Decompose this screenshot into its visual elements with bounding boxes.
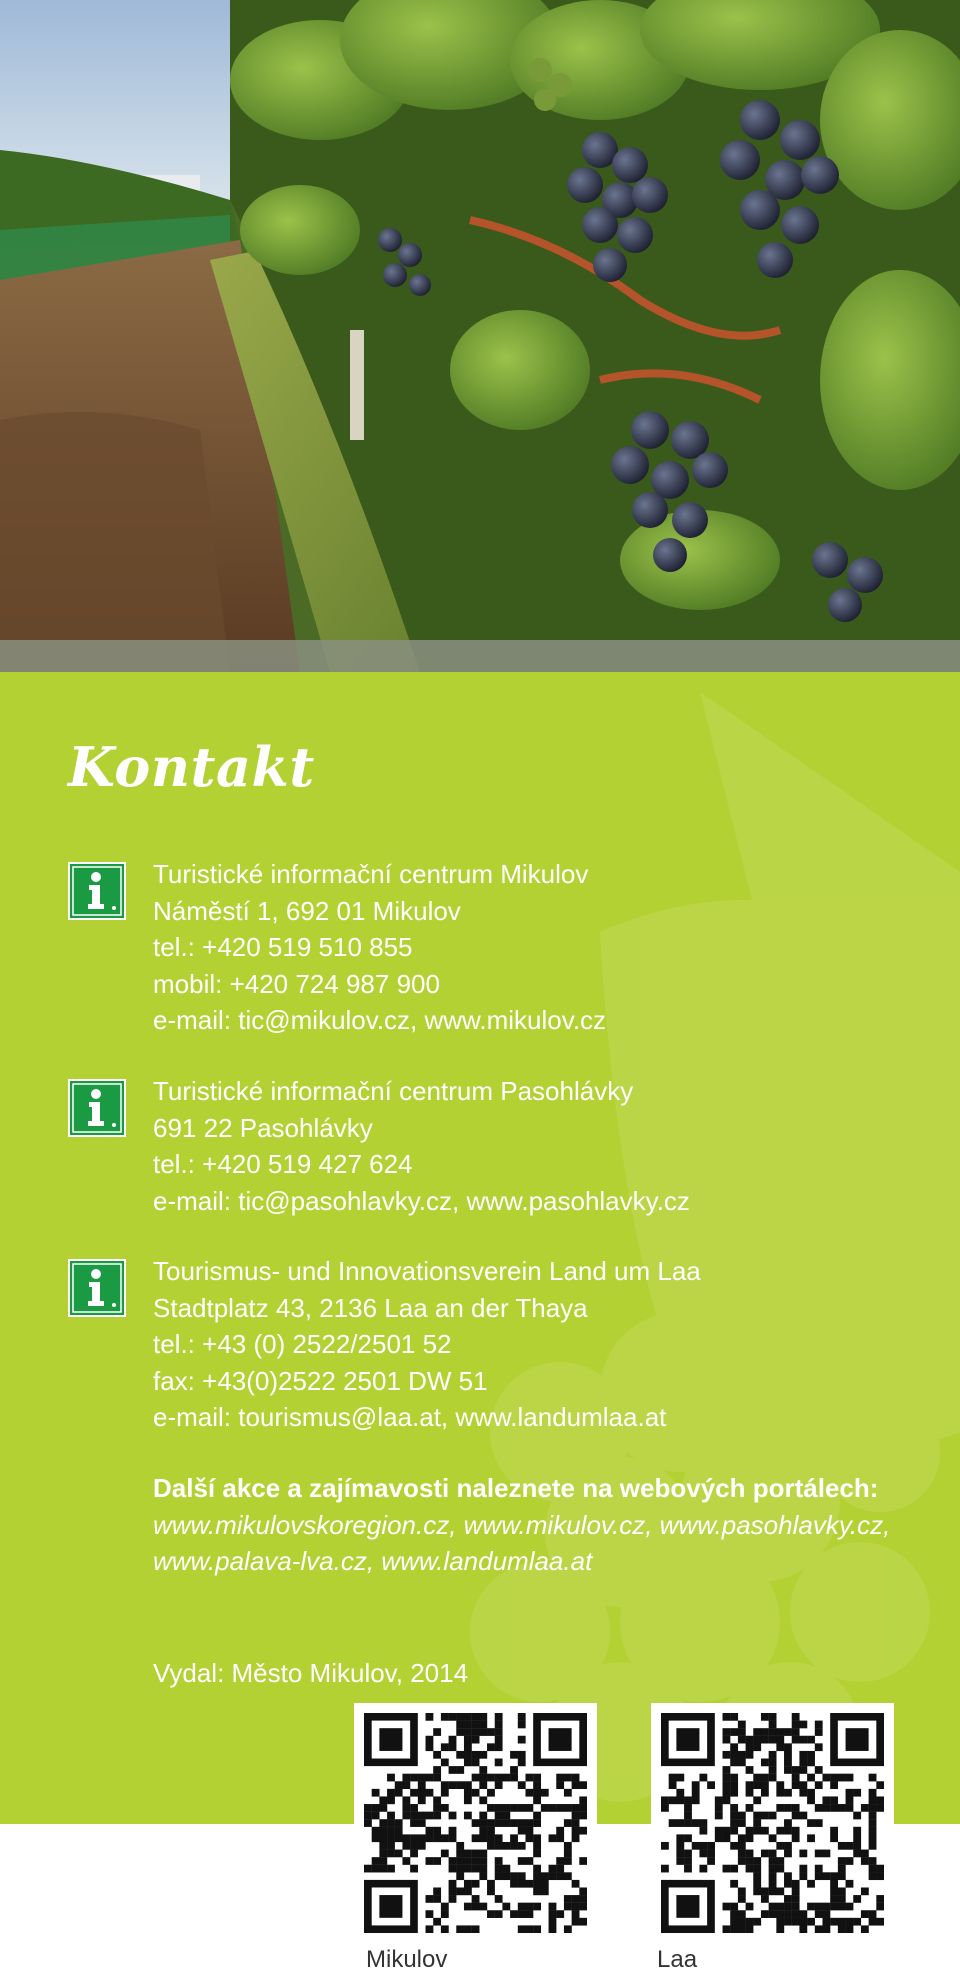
contact-email-web: e-mail: tourismus@laa.at, www.landumlaa.at [153, 1402, 667, 1433]
qr-label-laa: Laa [657, 1946, 698, 1973]
contact-phone: tel.: +420 519 427 624 [153, 1149, 413, 1180]
portals-links: www.mikulovskoregion.cz, www.mikulov.cz, www.pasohlavky.cz, www.palava-lva.cz, www.landumlaa.at [153, 1509, 891, 1577]
vineyard-image [0, 0, 960, 672]
qr-code-mikulov [354, 1703, 597, 1943]
portals-paragraph [153, 1470, 953, 1580]
info-icon [68, 1259, 126, 1317]
contact-address: Stadtplatz 43, 2136 Laa an der Thaya [153, 1292, 588, 1323]
contact-email-web: e-mail: tic@mikulov.cz, www.mikulov.cz [153, 1005, 607, 1036]
qr-label-mikulov: Mikulov [366, 1946, 448, 1973]
info-icon [68, 1079, 126, 1137]
contact-mobile: mobil: +420 724 987 900 [153, 968, 440, 999]
contact-name: Turistické informační centrum Pasohlávky [153, 1076, 634, 1106]
info-icon [68, 862, 126, 920]
contact-address: 691 22 Pasohlávky [153, 1112, 373, 1143]
contact-lines [153, 1253, 953, 1436]
qr-code-image [661, 1713, 884, 1933]
decorative-grape-background [0, 672, 960, 1824]
vineyard-photo [0, 0, 960, 672]
contact-lines [153, 856, 953, 1039]
contact-address: Náměstí 1, 692 01 Mikulov [153, 895, 461, 926]
publisher-note: Vydal: Město Mikulov, 2014 [153, 1658, 469, 1688]
contact-email-web: e-mail: tic@pasohlavky.cz, www.pasohlavky.cz [153, 1185, 690, 1216]
contact-name: Tourismus- und Innovationsverein Land um Laa [153, 1256, 701, 1286]
portals-intro: Další akce a zajímavosti naleznete na webových portálech: [153, 1473, 879, 1503]
contact-name: Turistické informační centrum Mikulov [153, 859, 589, 889]
qr-code-laa [651, 1703, 894, 1943]
contact-fax: fax: +43(0)2522 2501 DW 51 [153, 1365, 488, 1396]
contact-phone: tel.: +420 519 510 855 [153, 932, 413, 963]
contact-panel [0, 672, 960, 1824]
qr-code-image [364, 1713, 587, 1933]
contact-phone: tel.: +43 (0) 2522/2501 52 [153, 1329, 452, 1360]
contact-heading: Kontakt [68, 735, 315, 799]
contact-lines [153, 1073, 953, 1219]
